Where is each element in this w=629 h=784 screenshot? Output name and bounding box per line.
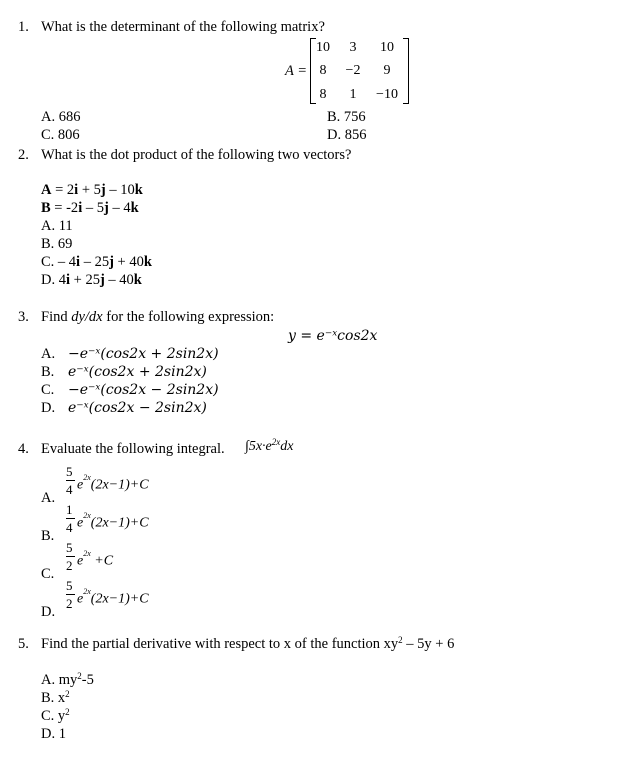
vector-part: – 10	[105, 182, 135, 198]
fraction-denominator: 4	[66, 520, 73, 535]
matrix-cell: 1	[349, 87, 357, 102]
option-part: + 40	[113, 254, 144, 270]
unit-j: j	[100, 182, 106, 198]
fraction-numerator: 1	[66, 502, 73, 517]
q5-text-exponent: 2	[398, 635, 403, 645]
q3-option-d: e⁻ˣ(cos2x − 2sin2x)	[68, 400, 207, 416]
unit-i: i	[78, 200, 83, 216]
unit-k: k	[134, 182, 143, 198]
q2-option-d	[41, 271, 142, 289]
vector-name: B	[41, 200, 51, 216]
matrix-cell: −2	[345, 63, 361, 78]
q3-number: 3.	[18, 309, 29, 325]
q1-number: 1.	[18, 19, 29, 35]
exp-power: 2x	[83, 473, 91, 482]
vector-part: = -2	[50, 200, 79, 216]
integral-body: ∫5x·e	[245, 439, 272, 454]
fraction-bar	[66, 518, 75, 519]
exp-power: 2x	[83, 587, 91, 596]
q2-vector-a	[41, 181, 143, 199]
q2-option-a: A. 11	[41, 218, 73, 234]
q5-text-pre: Find the partial derivative with respect to x of the function xy	[41, 636, 399, 652]
exp-base: e	[77, 591, 84, 607]
exp-base: e	[77, 553, 84, 569]
fraction-numerator: 5	[66, 540, 73, 555]
q3-text-post: for the following expression:	[102, 309, 275, 325]
fraction-denominator: 2	[66, 558, 73, 573]
option-exponent: 2	[77, 671, 82, 681]
q1-text: What is the determinant of the following matrix?	[41, 19, 325, 35]
q4-text: Evaluate the following integral.	[41, 441, 225, 457]
q1-option-c: C. 806	[41, 127, 80, 143]
matrix-cell: 3	[349, 40, 357, 55]
option-part: B. x	[41, 690, 66, 706]
vector-part: – 4	[108, 200, 131, 216]
q1-option-b: B. 756	[327, 109, 366, 125]
vector-name: A	[41, 182, 52, 198]
exp-rest: (2x−1)+C	[90, 591, 149, 607]
q2-text: What is the dot product of the following two vectors?	[41, 147, 352, 163]
unit-j: j	[109, 254, 114, 270]
fraction-numerator: 5	[66, 578, 73, 593]
vector-part: = 2	[51, 182, 75, 198]
q5-option-a	[41, 671, 94, 690]
exp-base: e	[77, 477, 84, 493]
exp-base: e	[77, 515, 84, 531]
fraction-bar	[66, 594, 75, 595]
exp-rest: +C	[90, 553, 114, 569]
option-part: -5	[81, 672, 94, 688]
q4-number: 4.	[18, 441, 29, 457]
unit-i: i	[65, 272, 71, 288]
q5-text	[41, 635, 454, 654]
option-part: + 25	[70, 272, 100, 288]
q5-option-c	[41, 707, 70, 726]
fraction-denominator: 4	[66, 482, 73, 497]
integral-exponent: 2x	[271, 437, 281, 447]
q2-number: 2.	[18, 147, 29, 163]
q3-option-b-label: B.	[41, 364, 55, 380]
option-part: – 25	[80, 254, 110, 270]
option-exponent: 2	[65, 707, 70, 717]
q4-option-b-label: B.	[41, 528, 55, 544]
option-part: A. my	[41, 672, 78, 688]
q1-matrix	[283, 36, 411, 104]
q3-option-c: −e⁻ˣ(cos2x − 2sin2x)	[68, 382, 219, 398]
exp-power: 2x	[83, 549, 91, 558]
q5-number: 5.	[18, 636, 29, 652]
exp-rest: (2x−1)+C	[90, 477, 149, 493]
fraction-bar	[66, 556, 75, 557]
matrix-cell: 8	[319, 63, 327, 78]
unit-k: k	[143, 254, 152, 270]
matrix-cell: 10	[380, 40, 394, 55]
q5-text-post: – 5y + 6	[402, 636, 455, 652]
q3-text-var: dy/dx	[71, 309, 103, 325]
matrix-cell: 9	[383, 63, 391, 78]
matrix-cell: 8	[319, 87, 327, 102]
exp-power: 2x	[83, 511, 91, 520]
matrix-cell: −10	[376, 87, 398, 102]
matrix-cell: 10	[316, 40, 330, 55]
q4-option-d-label: D.	[41, 604, 56, 620]
unit-k: k	[133, 272, 142, 288]
unit-j: j	[99, 272, 105, 288]
exp-rest: (2x−1)+C	[90, 515, 149, 531]
q4-integral	[245, 438, 293, 456]
q5-option-d: D. 1	[41, 726, 66, 742]
q2-option-b: B. 69	[41, 236, 73, 252]
q1-option-d: D. 856	[327, 127, 367, 143]
q3-option-a-label: A.	[41, 346, 56, 362]
option-part: C. y	[41, 708, 66, 724]
q4-option-a-label: A.	[41, 490, 56, 506]
q2-option-c	[41, 253, 152, 271]
matrix-right-bracket	[403, 38, 409, 104]
unit-j: j	[103, 200, 109, 216]
q3-option-a: −e⁻ˣ(cos2x + 2sin2x)	[68, 346, 219, 362]
q3-option-b: e⁻ˣ(cos2x + 2sin2x)	[68, 364, 207, 380]
vector-part: – 5	[82, 200, 104, 216]
integral-dx: dx	[280, 439, 294, 454]
unit-i: i	[76, 254, 81, 270]
option-part: – 40	[104, 272, 134, 288]
option-part: C. – 4	[41, 254, 77, 270]
fraction-numerator: 5	[66, 464, 73, 479]
q1-matrix-label: A =	[285, 63, 308, 79]
fraction-bar	[66, 480, 75, 481]
q1-option-a: A. 686	[41, 109, 81, 125]
q3-text	[41, 308, 274, 326]
option-exponent: 2	[65, 689, 70, 699]
fraction-denominator: 2	[66, 596, 73, 611]
option-part: D. 4	[41, 272, 66, 288]
q5-option-b	[41, 689, 70, 708]
q4-option-c-label: C.	[41, 566, 55, 582]
q3-option-d-label: D.	[41, 400, 56, 416]
q3-option-c-label: C.	[41, 382, 55, 398]
vector-part: + 5	[78, 182, 101, 198]
unit-k: k	[130, 200, 139, 216]
unit-i: i	[74, 182, 79, 198]
q3-text-pre: Find	[41, 309, 72, 325]
q3-expression: y = e⁻ˣcos2x	[288, 328, 378, 344]
q2-vector-b	[41, 199, 139, 217]
